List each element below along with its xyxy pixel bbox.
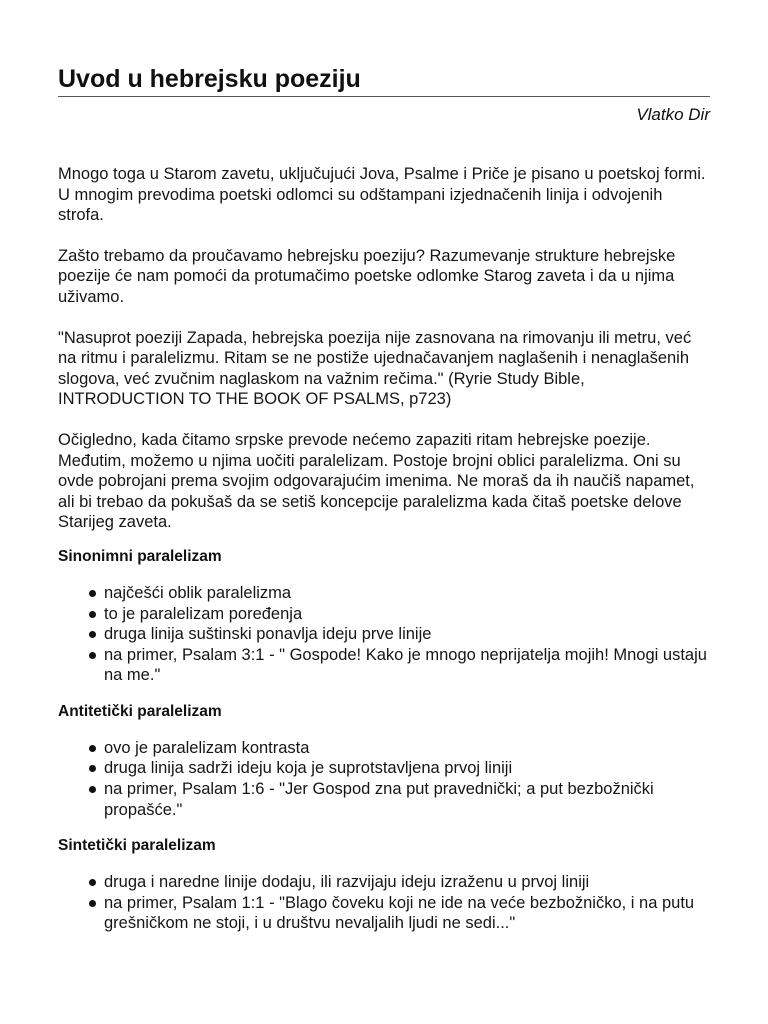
bullet-icon: [89, 631, 96, 638]
list-item-text: druga i naredne linije dodaju, ili razvijaju ideju izraženu u prvoj liniji: [104, 873, 590, 892]
author-name: Vlatko Dir: [636, 105, 710, 124]
list-item: [86, 624, 710, 645]
list-item: [86, 779, 710, 820]
bullet-icon: [89, 786, 96, 793]
list-item: [86, 738, 710, 759]
bullet-list: [58, 872, 710, 934]
list-item-text: druga linija sadrži ideju koja je suprotstavljena prvoj liniji: [104, 759, 513, 778]
list-item-text: druga linija suštinski ponavlja ideju prve linije: [104, 625, 432, 644]
paragraph: Mnogo toga u Starom zavetu, uključujući Jova, Psalme i Priče je pisano u poetskoj formi. U mnogim prevodima poetski odlomci su odštampani izjednačenih linija i odvojenih strofa.: [58, 165, 706, 225]
paragraph: "Nasuprot poeziji Zapada, hebrejska poezija nije zasnovana na rimovanju ili metru, već na ritmu i paralelizmu. Ritam se ne postiže ujednačavanjem naglašenih i nenaglašenih slogova, već zvučnim naglaskom na važnim rečima." (Ryrie Study Bible, INTRODUCTION TO THE BOOK OF PSALMS, p723): [58, 328, 692, 409]
paragraph: Očigledno, kada čitamo srpske prevode nećemo zapaziti ritam hebrejske poezije. Međutim, možemo u njima uočiti paralelizam. Postoje brojni oblici paralelizma. Oni su ovde pobrojani prema svojim odgovarajućim imenima. Ne moraš da ih naučiš napamet, ali bi trebao da pokušaš da se setiš koncepcije paralelizma kada čitaš poetske delove Starijeg zaveta.: [58, 430, 695, 532]
bullet-list: [58, 583, 710, 686]
bullet-list: [58, 738, 710, 820]
list-item: [86, 604, 710, 625]
bullet-icon: [89, 879, 96, 886]
bullet-icon: [89, 611, 96, 618]
list-item: [86, 758, 710, 779]
list-item-text: na primer, Psalam 1:6 - "Jer Gospod zna put pravednički; a put bezbožnički propašće.": [104, 780, 654, 819]
title-divider: [58, 96, 710, 97]
list-item: [86, 583, 710, 604]
list-item: [86, 893, 710, 934]
list-item: [86, 872, 710, 893]
section-heading-antithetic: Antitetički paralelizam: [58, 702, 222, 720]
list-item-text: na primer, Psalam 1:1 - "Blago čoveku koji ne ide na veće bezbožničko, i na putu grešničkom ne stoji, i u društvu nevaljalih ljudi ne sedi...": [104, 893, 695, 933]
list-item-text: to je paralelizam poređenja: [104, 604, 303, 623]
bullet-icon: [89, 590, 96, 597]
paragraph: Zašto trebamo da proučavamo hebrejsku poeziju? Razumevanje strukture hebrejske poezije će nam pomoći da protumačimo poetske odlomke Starog zaveta i da u njima uživamo.: [58, 246, 676, 306]
bullet-icon: [89, 900, 96, 907]
section-heading-synonymous: Sinonimni paralelizam: [58, 547, 222, 565]
list-item-text: na primer, Psalam 3:1 - " Gospode! Kako je mnogo neprijatelja mojih! Mnogi ustaju na me.": [104, 645, 707, 685]
bullet-icon: [89, 745, 96, 752]
document-body: [58, 164, 710, 934]
list-item-text: ovo je paralelizam kontrasta: [104, 738, 310, 757]
list-item-text: najčešći oblik paralelizma: [104, 583, 292, 602]
bullet-icon: [89, 652, 96, 659]
page-title: Uvod u hebrejsku poeziju: [58, 65, 361, 93]
section-heading-synthetic: Sintetički paralelizam: [58, 837, 216, 855]
list-item: [86, 645, 710, 686]
bullet-icon: [89, 765, 96, 772]
